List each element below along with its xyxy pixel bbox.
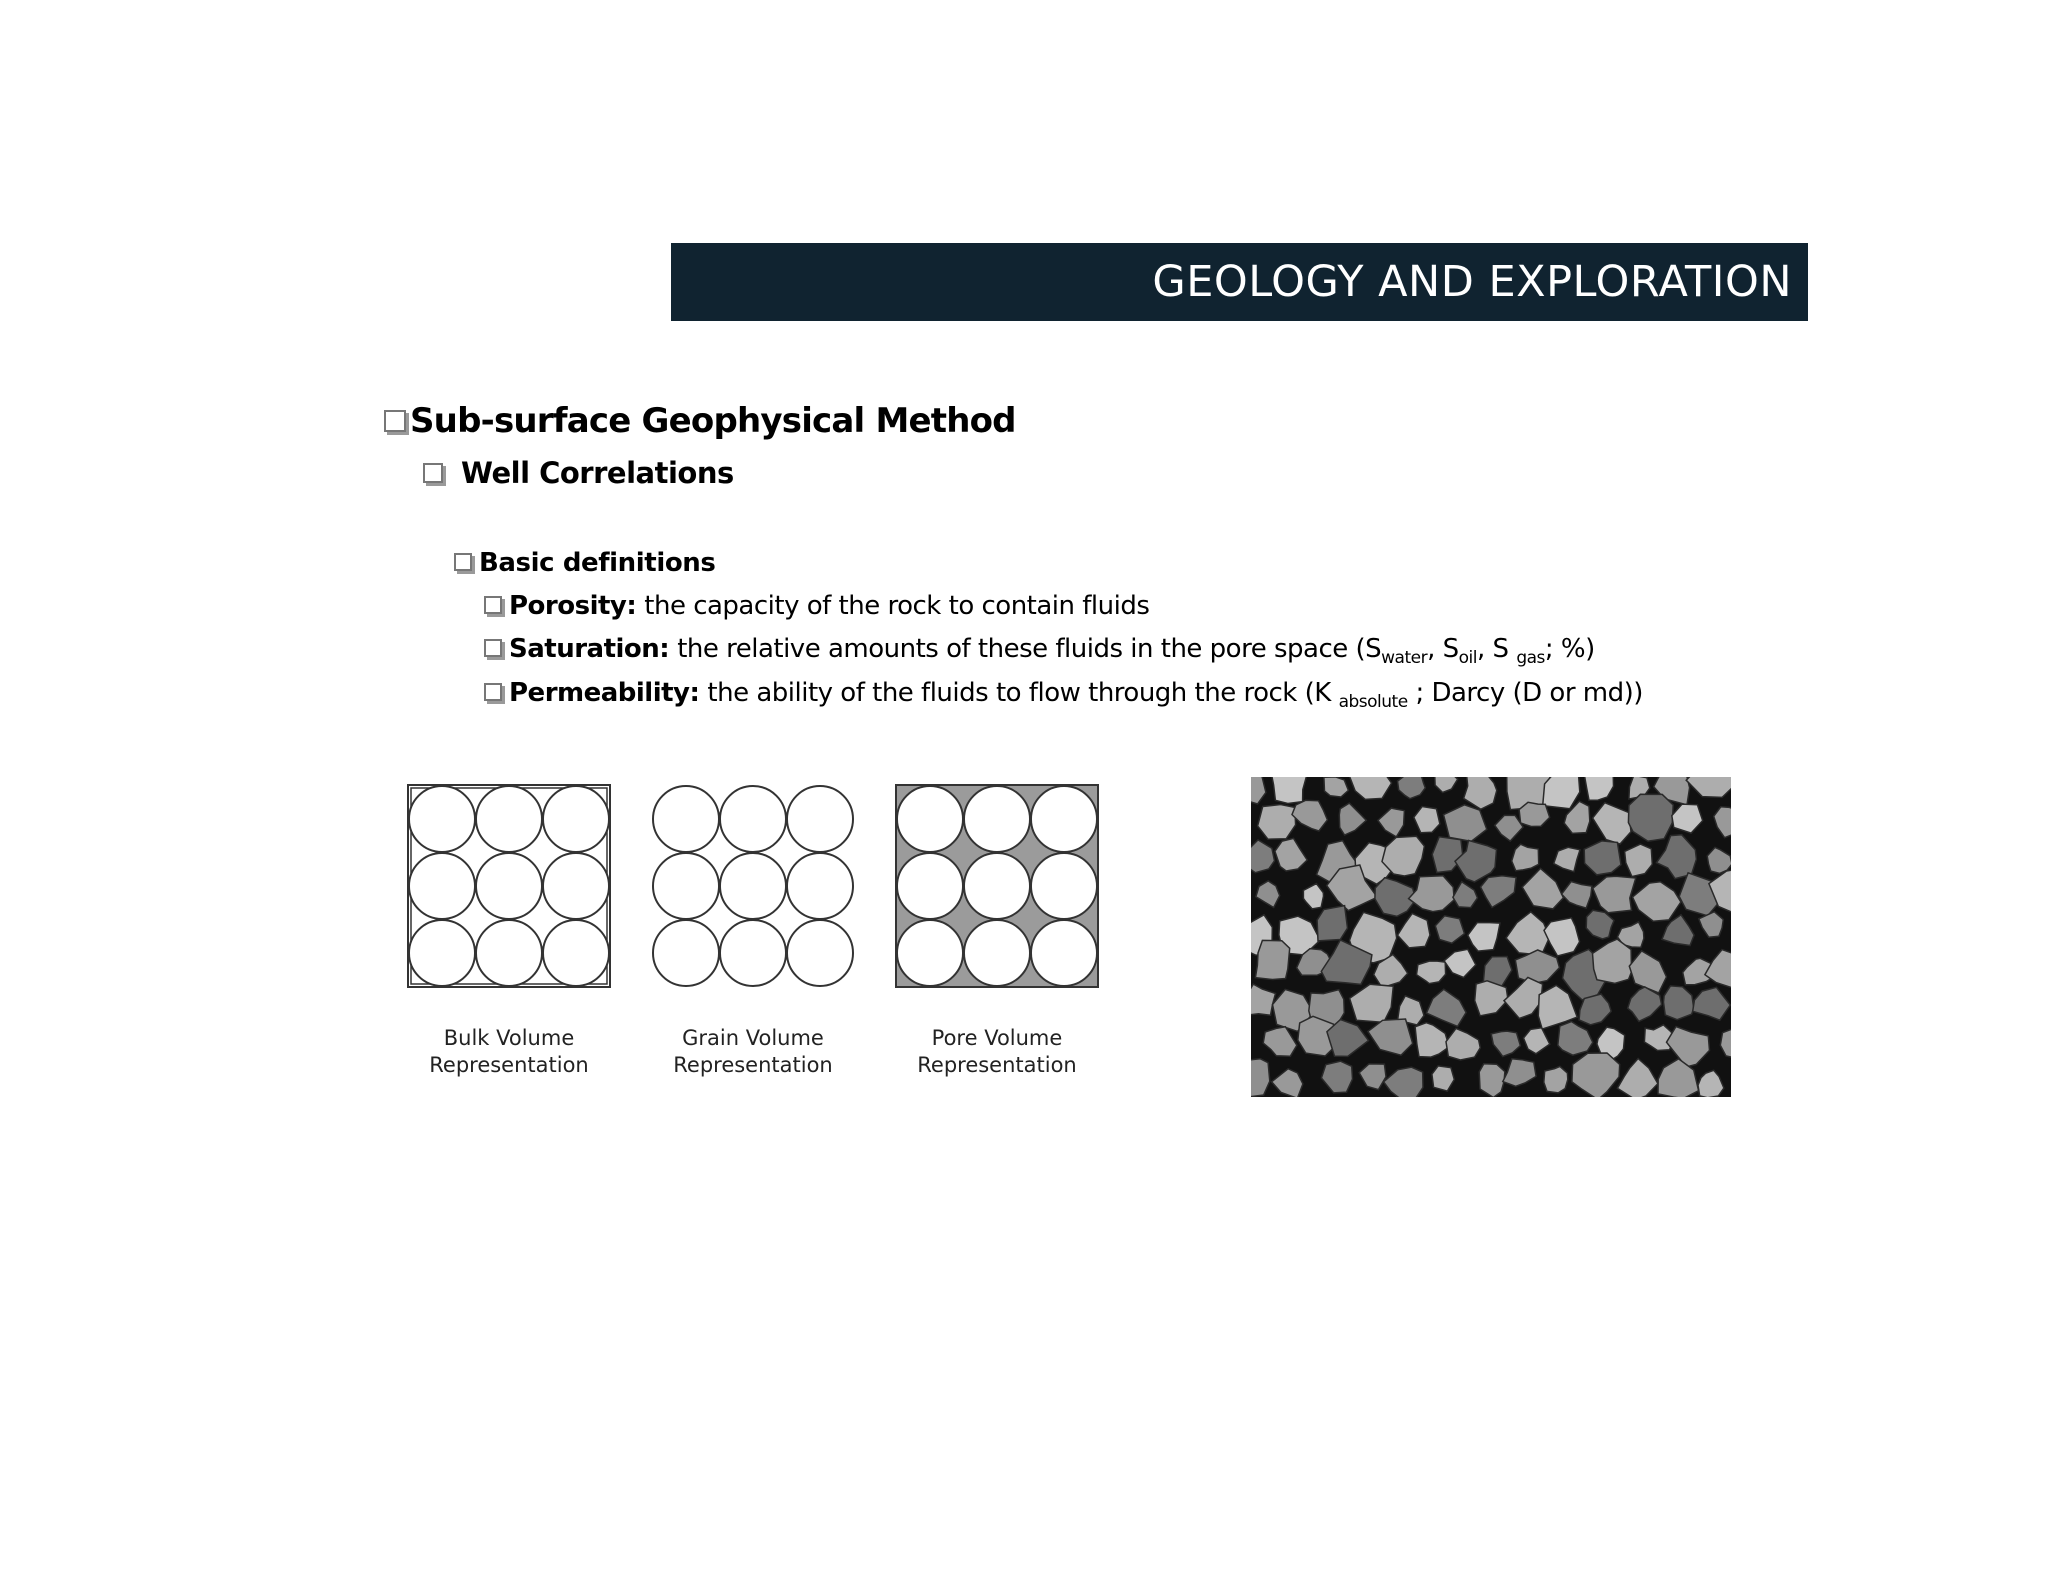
sub-oil: oil	[1458, 648, 1477, 668]
sub-absolute: absolute	[1338, 692, 1408, 712]
term-porosity: Porosity:	[509, 591, 637, 621]
grain-volume-panel	[653, 786, 853, 986]
definition-permeability	[484, 678, 1643, 712]
rock-grain	[1519, 802, 1550, 826]
caption-pore-line2: Representation	[917, 1053, 1077, 1077]
caption-grain-line2: Representation	[673, 1053, 833, 1077]
text-permeability-main: the ability of the fluids to flow through the rock (K	[707, 678, 1339, 708]
definition-porosity	[484, 591, 1149, 621]
caption-bulk-line1: Bulk Volume	[443, 1026, 575, 1050]
definition-saturation	[484, 634, 1595, 668]
checkbox-bullet-icon	[454, 553, 472, 571]
sub-gas: gas	[1516, 648, 1545, 668]
term-saturation: Saturation:	[509, 634, 670, 664]
text-saturation	[677, 634, 1595, 668]
saturation-tail: ; %)	[1544, 634, 1595, 664]
checkbox-bullet-icon	[423, 463, 443, 483]
rock-grain	[1255, 940, 1289, 979]
text-permeability	[707, 678, 1643, 712]
sep-1: , S	[1427, 634, 1459, 664]
term-permeability: Permeability:	[509, 678, 700, 708]
volume-representation-diagram	[400, 775, 1120, 1095]
sub-water: water	[1381, 648, 1428, 668]
sep-2: , S	[1477, 634, 1517, 664]
heading-subsurface: Sub-surface Geophysical Method	[410, 401, 1016, 441]
text-saturation-main: the relative amounts of these fluids in the pore space (S	[677, 634, 1382, 664]
checkbox-bullet-icon	[484, 639, 502, 657]
caption-pore-line1: Pore Volume	[931, 1026, 1063, 1050]
checkbox-bullet-icon	[384, 410, 406, 432]
rock-grain	[1272, 777, 1307, 804]
rock-thin-section-image	[1251, 777, 1731, 1097]
heading-basic-definitions: Basic definitions	[479, 548, 716, 578]
rock-grain	[1324, 777, 1349, 797]
caption-grain-line1: Grain Volume	[682, 1026, 824, 1050]
rock-grain	[1258, 805, 1296, 840]
section-title: GEOLOGY AND EXPLORATION	[1152, 257, 1792, 307]
bulk-volume-panel	[408, 785, 610, 987]
permeability-tail: ; Darcy (D or md))	[1407, 678, 1643, 708]
text-porosity: the capacity of the rock to contain fluids	[644, 591, 1150, 621]
bullet-level3	[454, 548, 716, 578]
checkbox-bullet-icon	[484, 683, 502, 701]
section-banner	[671, 243, 1808, 321]
bullet-level2	[423, 456, 734, 490]
caption-bulk-line2: Representation	[429, 1053, 589, 1077]
heading-well-correlations: Well Correlations	[461, 456, 734, 490]
bullet-level1	[384, 401, 1016, 441]
pore-volume-panel	[896, 785, 1098, 987]
checkbox-bullet-icon	[484, 596, 502, 614]
rock-grain	[1544, 1066, 1568, 1093]
rock-grain	[1512, 844, 1539, 871]
